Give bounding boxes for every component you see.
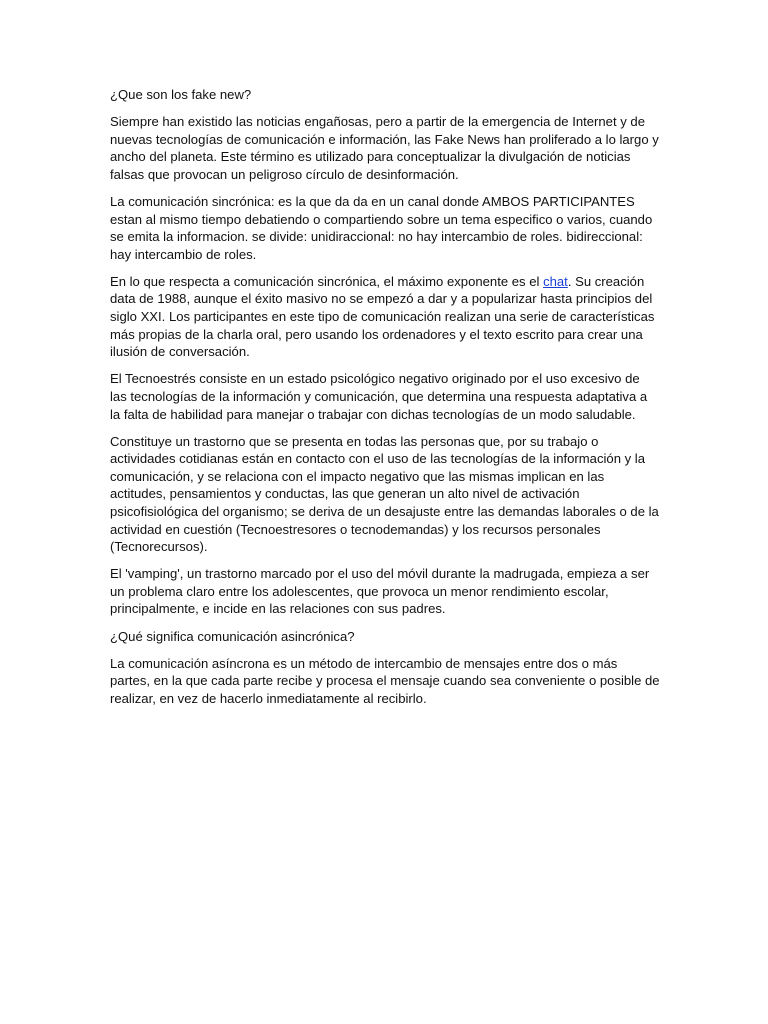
paragraph-fake-news: Siempre han existido las noticias engañosas, pero a partir de la emergencia de Internet y de nuevas tecnologías de comunicación e información, las Fake News han proliferado a lo largo y ancho del planeta. Este término es utilizado para conceptualizar la divulgación de noticias falsas que provocan un peligroso círculo de desinformación. bbox=[110, 114, 659, 182]
paragraph-asynchronous: La comunicación asíncrona es un método de intercambio de mensajes entre dos o más partes, en la que cada parte recibe y procesa el mensaje cuando sea conveniente o posible de realizar, en vez de hacerlo inmediatamente al recibirlo. bbox=[110, 655, 660, 706]
question-fake-news: ¿Que son los fake new? bbox=[110, 87, 252, 102]
chat-link[interactable]: chat bbox=[543, 273, 568, 289]
paragraph-synchronous-communication: La comunicación sincrónica: es la que da da en un canal donde AMBOS PARTICIPANTES estan al mismo tiempo debatiendo o compartiendo sobre un tema especifico o varios, cuando se emita la informacion. se divide: unidiraccional: no hay intercambio de roles. bidireccional: hay intercambio de roles. bbox=[110, 193, 653, 262]
paragraph-chat-before: En lo que respecta a comunicación sincrónica, el máximo exponente es el bbox=[110, 273, 544, 289]
paragraph-chat-after: . Su creación data de 1988, aunque el éxito masivo no se empezó a dar y a popularizar hasta principios del siglo XXI. Los participantes en este tipo de comunicación realizan una serie de características más propias de la charla oral, pero usando los ordenadores y el texto escrito para crear una ilusión de conversación. bbox=[110, 273, 655, 360]
paragraph-disorder: Constituye un trastorno que se presenta en todas las personas que, por su trabajo o actividades cotidianas están en contacto con el uso de las tecnologías de la información y la comunicación, y se relaciona con el impacto negativo que las mismas implican en las actitudes, pensamientos y conductas, las que generan un alto nivel de activación psicofisiológica del organismo; se deriva de un desajuste entre las demandas laborales o de la actividad en cuestión (Tecnoestresores o tecnodemandas) y los recursos personales (Tecnorecursos). bbox=[110, 433, 659, 555]
question-asynchronous: ¿Qué significa comunicación asincrónica? bbox=[110, 628, 355, 644]
paragraph-vamping: El 'vamping', un trastorno marcado por el uso del móvil durante la madrugada, empieza a ser un problema claro entre los adolescentes, que provoca un menor rendimiento escolar, principalmente, e incide en las relaciones con sus padres. bbox=[110, 566, 650, 617]
paragraph-chat bbox=[110, 273, 660, 361]
paragraph-technostress: El Tecnoestrés consiste en un estado psicológico negativo originado por el uso excesivo de las tecnologías de la información y comunicación, que determina una respuesta adaptativa a la falta de habilidad para manejar o trabajar con dichas tecnologías de un modo saludable. bbox=[110, 371, 648, 422]
